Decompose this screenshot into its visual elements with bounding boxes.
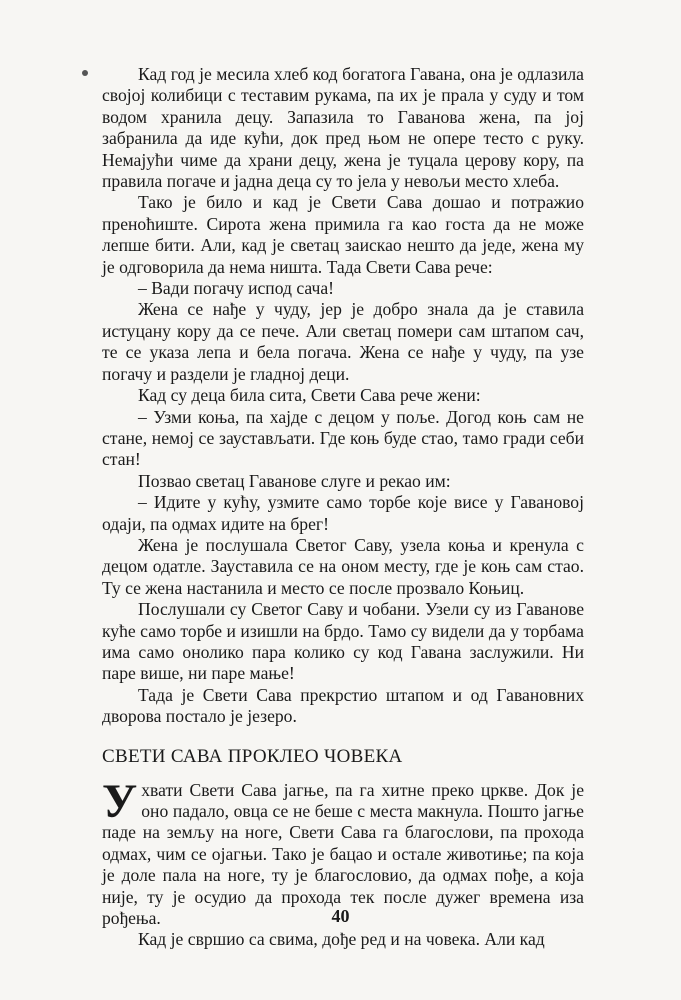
- dialogue-line: – Узми коња, па хајде с децом у поље. Догод коњ сам не стане, немој се заустављати. Где коњ буде стао, тамо гради себи стан!: [102, 406, 584, 470]
- paragraph: Кад је свршио са свима, дође ред и на човека. Али кад: [138, 929, 545, 950]
- paragraph: Послушали су Светог Саву и чобани. Узели су из Гаванове куће само торбе и изишли на брдо. Тамо су видели да у торбама има само онолико пара колико су код Гавана заслужили. Ни паре више, ни паре мање!: [102, 599, 584, 684]
- paragraph: Тада је Свети Сава прекрстио штапом и од Гавановних дворова постало је језеро.: [102, 684, 584, 727]
- paragraph: Кад су деца била сита, Свети Сава рече жени:: [138, 385, 481, 406]
- section-heading: СВЕТИ САВА ПРОКЛЕО ЧОВЕКА: [102, 745, 403, 767]
- dialogue-line: – Идите у кућу, узмите само торбе које висе у Гавановој одаји, па одмах идите на брег!: [102, 492, 584, 534]
- margin-mark: [82, 70, 88, 76]
- dialogue-line: – Вади погачу испод сача!: [138, 278, 335, 299]
- paragraph: Жена је послушала Светог Саву, узела коња и кренула с децом одатле. Зауставила се на оном месту, где је коњ сам стао. Ту се жена настанила и место се после прозвало Коњиц.: [102, 534, 584, 598]
- dropcap-paragraph-text: хвати Свети Сава јагње, па га хитне преко цркве. Док је оно падало, овца се не беше с места макнула. Пошто јагње паде на земљу на ноге, Свети Сава га благослови, па прохода одмах, чим се ојагњи. Тако је бацао и остале животиње; па која је доле пала на ноге, ту је благословио, да одмах пође, а која није, ту је осудио да проходa тек после дужег времена иза рођења.: [102, 779, 584, 929]
- paragraph: Тако је било и кад је Свети Сава дошао и потражио преноћиште. Сирота жена примила га као госта да не може лепше бити. Али, кад је светац заискао нешто да једе, жена му је одговорила да нема ништа. Тада Свети Сава рече:: [102, 192, 584, 277]
- dropcap-letter: У: [102, 774, 138, 828]
- page-number: 40: [331, 906, 350, 926]
- paragraph: Кад год је месила хлеб код богатога Гавана, она је одлазила својој колибици с теставим рукама, па их је прала у суду и том водом хранила децу. Запазила то Гаванова жена, па јој забранила да иде кући, док пред њом не опере тесто с руку. Немајући чиме да храни децу, жена је туцала церову кору, па правила погаче и јадна деца су то јела у невољи место хлеба.: [102, 64, 584, 192]
- paragraph: Жена се нађе у чуду, јер је добро знала да је ставила истуцану кору да се пече. Али светац помери сам штапом сач, те се указа лепа и бела погача. Жена се нађе у чуду, па узе погачу и раздели је гладној деци.: [102, 299, 584, 384]
- paragraph: Позвао светац Гаванове слуге и рекао им:: [138, 470, 451, 491]
- page-body: [102, 64, 584, 951]
